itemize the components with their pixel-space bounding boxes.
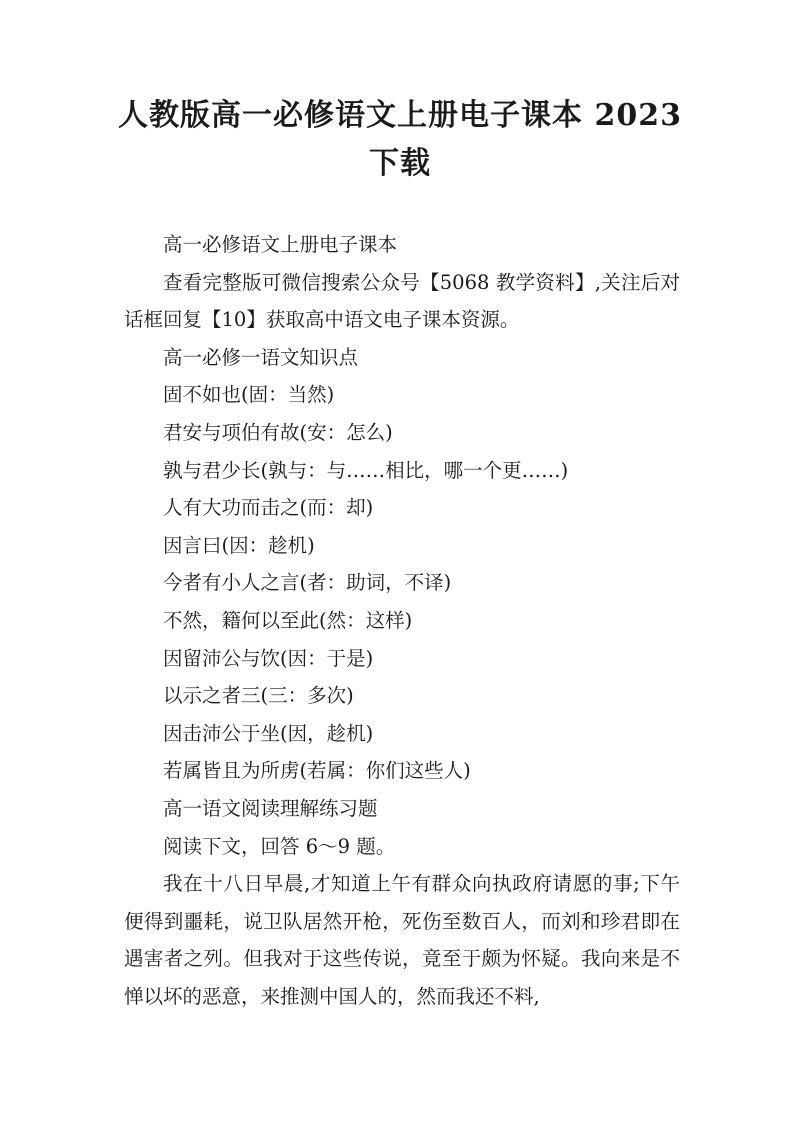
paragraph-passage: 我在十八日早晨,才知道上午有群众向执政府请愿的事;下午便得到噩耗，说卫队居然开枪，死伤至数百人，而刘和珍君即在遇害者之列。但我对于这些传说，竟至于颇为怀疑。我向来是不惮以坏的恶意，来推测中国人的，然而我还不料, <box>124 872 680 1008</box>
paragraph-item: 人有大功而击之(而：却) <box>163 496 374 520</box>
paragraph-item: 君安与项伯有故(安：怎么) <box>163 420 393 444</box>
paragraph-item: 以示之者三(三：多次) <box>163 684 354 708</box>
paragraph-item: 固不如也(固：当然) <box>163 383 335 407</box>
paragraph-item: 因言曰(因：趁机) <box>163 533 315 557</box>
paragraph-item: 若属皆且为所虏(若属：你们这些人) <box>163 759 471 783</box>
paragraph-item: 孰与君少长(孰与：与……相比，哪一个更……) <box>163 458 569 482</box>
document-body <box>124 226 680 1015</box>
paragraph-heading-reading: 高一语文阅读理解练习题 <box>163 796 378 820</box>
paragraph-heading-knowledge: 高一必修一语文知识点 <box>163 345 359 369</box>
paragraph-subtitle: 高一必修语文上册电子课本 <box>163 233 398 256</box>
paragraph-item: 今者有小人之言(者：助词，不译) <box>163 571 452 595</box>
paragraph-instruction: 阅读下文，回答 6～9 题。 <box>163 834 396 858</box>
paragraph-notice: 查看完整版可微信搜索公众号【5068 教学资料】,关注后对话框回复【10】获取高中语文电子课本资源。 <box>124 270 680 332</box>
document-title: 人教版高一必修语文上册电子课本 2023 下载 <box>118 98 682 181</box>
paragraph-item: 因击沛公于坐(因，趁机) <box>163 721 374 745</box>
paragraph-item: 不然，籍何以至此(然：这样) <box>163 608 413 632</box>
paragraph-item: 因留沛公与饮(因：于是) <box>163 646 374 670</box>
